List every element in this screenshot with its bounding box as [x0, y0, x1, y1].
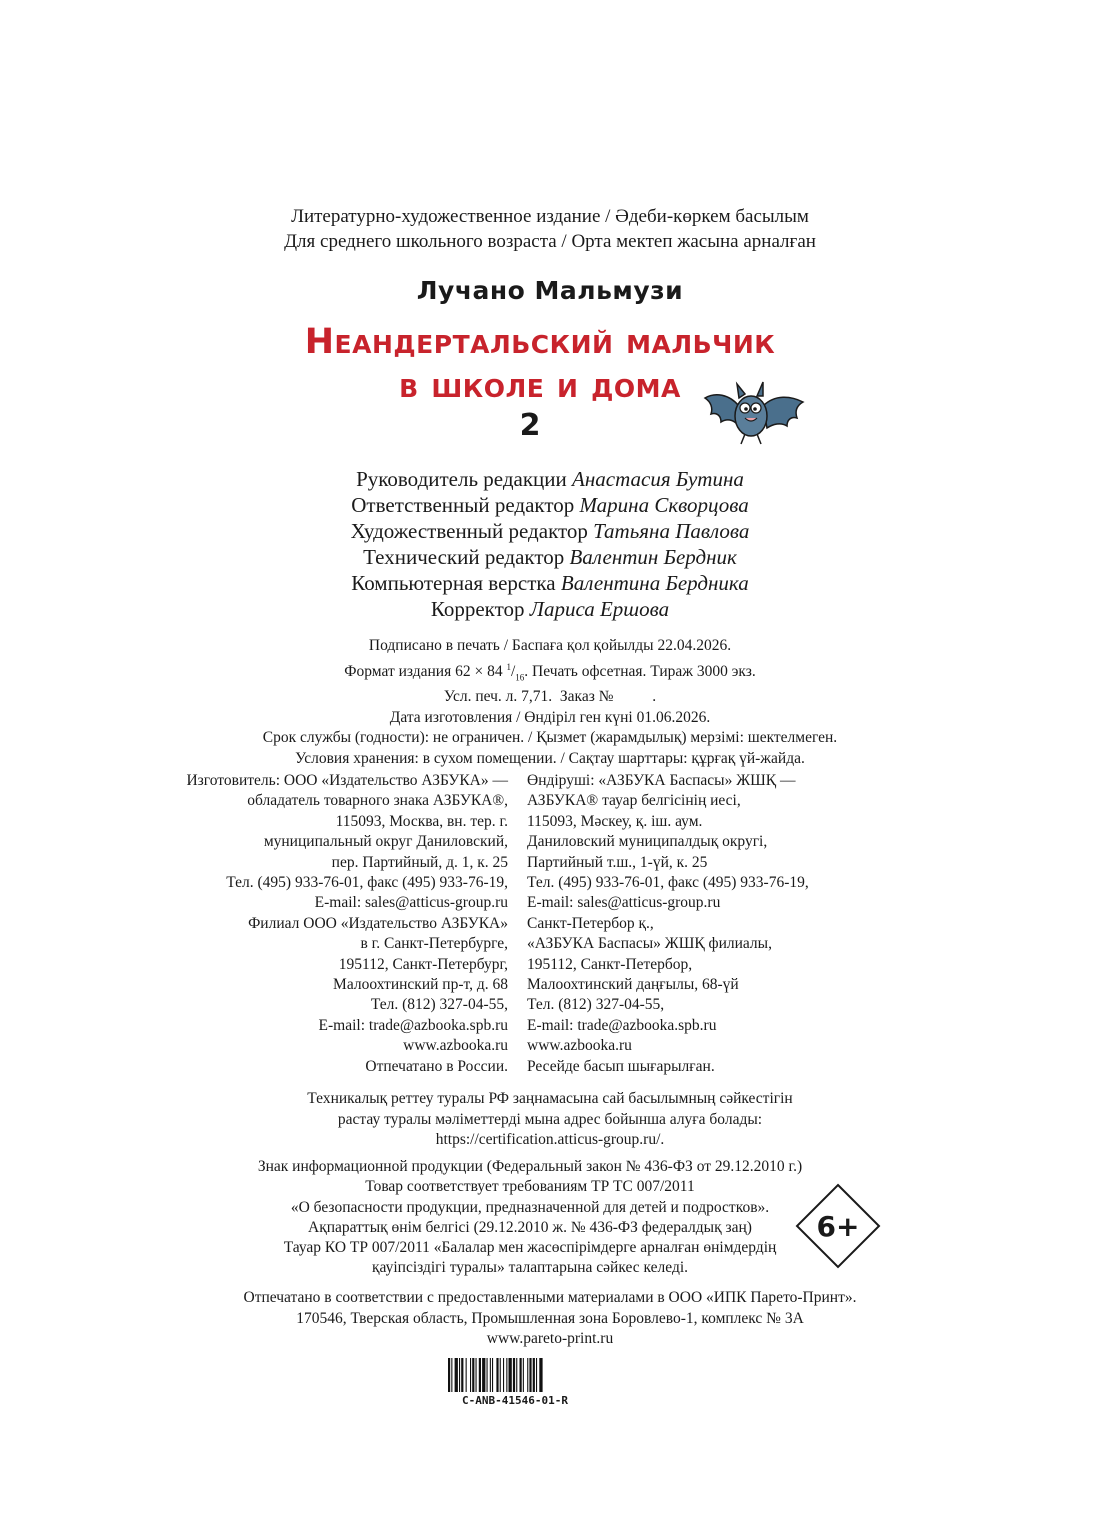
credit-person: Марина Скворцова: [579, 493, 749, 517]
barcode-bar: [448, 1358, 450, 1392]
manufacturer-line: Малоохтинский пр-т, д. 68: [333, 976, 508, 994]
credit-line: [0, 492, 1100, 518]
manufacturer-kz: [527, 771, 809, 1077]
barcode-bar: [476, 1358, 477, 1392]
manufacturer-line: Изготовитель: ООО «Издательство АЗБУКА» —: [186, 772, 508, 789]
barcode-bar: [509, 1358, 512, 1392]
barcode-bar: [520, 1358, 522, 1392]
credit-role: Технический редактор: [363, 545, 565, 569]
barcode-bar: [461, 1358, 463, 1392]
certification-block: [0, 1089, 1100, 1151]
law-line: Тауар КО ТР 007/2011 «Балалар мен жасөспірімдерге арналған өнімдердің: [283, 1239, 777, 1257]
barcode-bar: [466, 1358, 467, 1392]
law-line: Товар соответствует требованиям ТР ТС 007/2011: [365, 1178, 695, 1196]
barcode-bar: [472, 1358, 474, 1392]
barcode-bar: [451, 1358, 452, 1392]
manufacturer-line: 195112, Санкт-Петербор,: [527, 955, 693, 973]
manufacturer-line: Ресейде басып шығарылған.: [527, 1057, 715, 1075]
credits-block: [0, 466, 1100, 622]
print-storage: Условия хранения: в сухом помещении. / Сақтау шарттары: құрғақ үй-жайда.: [295, 749, 805, 767]
print-date: Дата изготовления / Өндіріл ген күні 01.06.2026.: [389, 708, 711, 726]
manufacturer-line: Филиал ООО «Издательство АЗБУКА»: [248, 914, 508, 932]
barcode-bar: [536, 1358, 537, 1392]
manufacturer-line: Тел. (812) 327-04-55,: [370, 996, 508, 1014]
print-format: Формат издания 62 × 84 $^1/_{16}$. Печать офсетная. Тираж 3000 экз.: [344, 661, 756, 682]
credit-line: [0, 570, 1100, 596]
barcode-bar: [492, 1358, 493, 1392]
credit-line: [0, 466, 1100, 492]
manufacturer-line: в г. Санкт-Петербурге,: [360, 935, 508, 953]
barcode-bar: [470, 1358, 471, 1392]
barcode-bar: [513, 1358, 515, 1392]
law-line: «О безопасности продукции, предназначенной для детей и подростков».: [290, 1198, 770, 1216]
credit-role: Компьютерная верстка: [351, 571, 556, 595]
law-line: қауіпсіздігі туралы» талаптарына сәйкес келеді.: [371, 1259, 689, 1277]
barcode-bar: [455, 1358, 458, 1392]
cert-line: Техникалық реттеу туралы РФ заңнамасына сай басылымның сәйкестігін: [307, 1090, 793, 1107]
barcode-bar: [527, 1358, 528, 1392]
manufacturer-line: 115093, Москва, вн. тер. г.: [335, 812, 508, 830]
book-title: [0, 320, 1080, 408]
manufacturer-line: пер. Партийный, д. 1, к. 25: [331, 853, 508, 871]
age-rating-badge: [795, 1183, 881, 1269]
genre-line: Литературно-художественное издание / Әдеби-көркем басылым: [291, 206, 809, 227]
manufacturer-line: Тел. (812) 327-04-55,: [527, 996, 665, 1014]
law-line: Знак информационной продукции (Федеральный закон № 436-ФЗ от 29.12.2010 г.): [257, 1158, 803, 1175]
credit-line: [0, 518, 1100, 544]
genre-line: Для среднего школьного возраста / Орта мектеп жасына арналған: [284, 231, 816, 252]
law-block: [0, 1157, 1060, 1279]
credit-person: Валентин Бердник: [569, 545, 737, 569]
law-line: Ақпараттық өнім белгісі (29.12.2010 ж. № 436-ФЗ федералдық заң): [308, 1218, 752, 1236]
manufacturer-ru: [186, 771, 508, 1077]
print-service: Срок службы (годности): не ограничен. / Қызмет (жарамдылық) мерзімі: шектелмеген.: [262, 729, 838, 747]
manufacturer-line: Өндіруші: «АЗБУКА Баспасы» ЖШҚ —: [527, 772, 796, 789]
printer-block: [0, 1288, 1100, 1350]
barcode-bar: [503, 1358, 504, 1392]
credit-person: Валентина Бердника: [560, 571, 749, 595]
cert-line: https://certification.atticus-group.ru/.: [435, 1131, 665, 1148]
manufacturer-line: 195112, Санкт-Петербург,: [338, 955, 508, 973]
manufacturer-line: www.azbooka.ru: [403, 1037, 508, 1055]
print-signed: Подписано в печать / Баспаға қол қойылды 22.04.2026.: [368, 637, 732, 654]
manufacturer-line: обладатель товарного знака АЗБУКА®,: [247, 792, 508, 810]
credit-person: Лариса Ершова: [529, 597, 670, 621]
credit-person: Татьяна Павлова: [593, 519, 750, 543]
manufacturer-line: Тел. (495) 933-76-01, факс (495) 933-76-19,: [527, 874, 809, 892]
manufacturer-line: E-mail: trade@azbooka.spb.ru: [318, 1016, 508, 1034]
manufacturer-line: Даниловский муниципалдық округі,: [527, 833, 768, 851]
genre-block: [0, 204, 1100, 254]
barcode-bar: [500, 1358, 501, 1392]
printer-line: Отпечатано в соответствии с предоставленными материалами в ООО «ИПК Парето-Принт».: [243, 1289, 857, 1306]
barcode-bar: [487, 1358, 488, 1392]
manufacturer-line: 115093, Мәскеу, қ. іш. аум.: [527, 812, 703, 830]
age-rating-text: 6+: [816, 1210, 860, 1243]
barcode-bar: [516, 1358, 517, 1392]
manufacturer-line: E-mail: sales@atticus-group.ru: [314, 894, 508, 912]
barcode-bar: [490, 1358, 491, 1392]
title-line: в школе и дома: [399, 366, 681, 406]
credit-line: [0, 596, 1100, 622]
cert-line: растау туралы мәліметтерді мына адрес бойынша алуға болады:: [337, 1110, 763, 1128]
manufacturer-line: www.azbooka.ru: [527, 1037, 632, 1055]
credit-role: Ответственный редактор: [351, 493, 575, 517]
barcode-bar: [506, 1358, 507, 1392]
volume-number: 2: [519, 408, 541, 443]
barcode-bar: [523, 1358, 524, 1392]
barcode-bar: [479, 1358, 481, 1392]
printer-line: 170546, Тверская область, Промышленная зона Боровлево-1, комплекс № 3А: [296, 1309, 804, 1327]
credit-role: Руководитель редакции: [356, 467, 567, 491]
print-info-block: [0, 636, 1100, 769]
manufacturer-line: муниципальный округ Даниловский,: [263, 833, 508, 851]
credit-role: Художественный редактор: [350, 519, 588, 543]
barcode-bar: [529, 1358, 531, 1392]
manufacturer-line: E-mail: trade@azbooka.spb.ru: [527, 1016, 717, 1034]
manufacturer-line: Отпечатано в России.: [365, 1057, 508, 1075]
manufacturer-line: Тел. (495) 933-76-01, факс (495) 933-76-19,: [226, 874, 508, 892]
credit-person: Анастасия Бутина: [572, 467, 744, 491]
manufacturer-line: Малоохтинский даңғылы, 68-үй: [527, 976, 739, 994]
manufacturer-line: Санкт-Петербор қ.,: [527, 914, 654, 932]
credit-role: Корректор: [430, 597, 525, 621]
manufacturer-line: АЗБУКА® тауар белгісінің иесі,: [527, 792, 741, 810]
printer-line: www.pareto-print.ru: [486, 1330, 614, 1347]
barcode-bar: [533, 1358, 535, 1392]
barcode-bar: [539, 1358, 542, 1392]
barcode-code: C-ANB-41546-01-R: [462, 1394, 568, 1407]
barcode-icon: [448, 1358, 582, 1392]
title-line: Неандертальский мальчик: [304, 322, 776, 362]
barcode-bar: [482, 1358, 485, 1392]
credit-line: [0, 544, 1100, 570]
print-sheets: Усл. печ. л. 7,71. Заказ № .: [443, 688, 657, 706]
author-name: Лучано Мальмузи: [416, 276, 684, 305]
barcode-bar: [496, 1358, 498, 1392]
barcode-bar: [459, 1358, 460, 1392]
manufacturer-line: E-mail: sales@atticus-group.ru: [527, 894, 721, 912]
manufacturer-line: «АЗБУКА Баспасы» ЖШҚ филиалы,: [527, 935, 772, 953]
manufacturer-line: Партийный т.ш., 1-үй, к. 25: [527, 853, 708, 871]
